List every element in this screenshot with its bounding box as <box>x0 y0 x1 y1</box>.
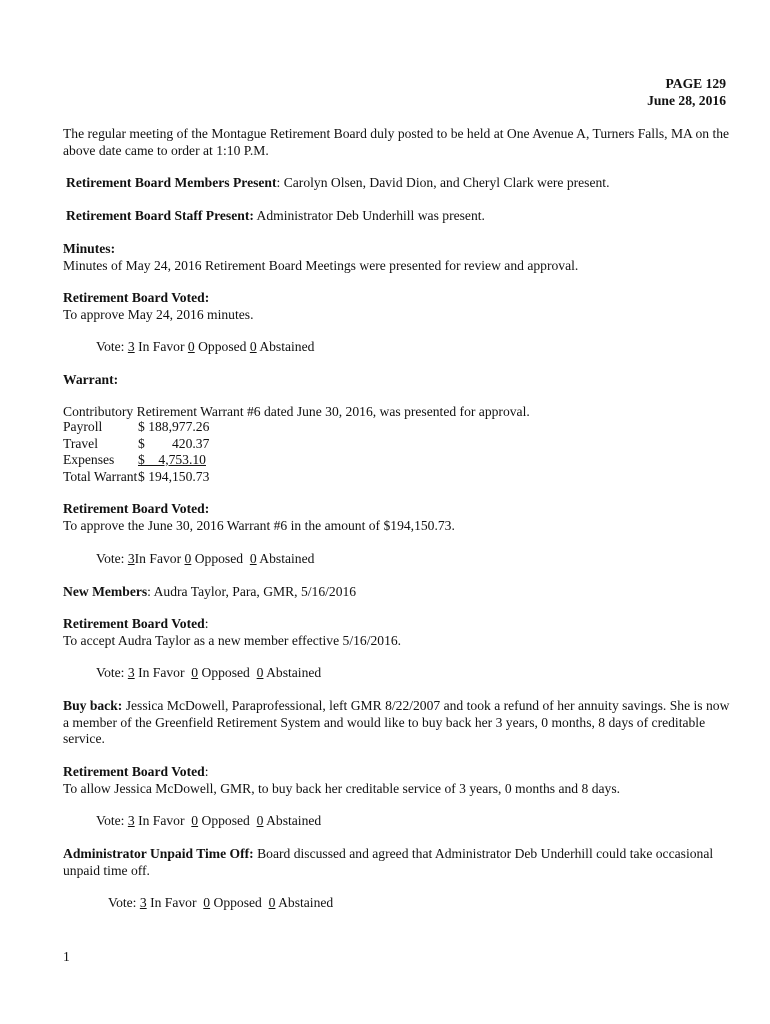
table-row <box>63 452 209 469</box>
warrant-amount: $ 420.37 <box>138 435 210 451</box>
buyback-label: Buy back: <box>63 698 123 713</box>
meeting-date: June 28, 2016 <box>647 92 726 108</box>
table-row <box>63 436 209 453</box>
vote-warrant: Vote: 3In Favor 0 Opposed 0 Abstained <box>96 551 315 566</box>
buyback-voted: Retirement Board Voted: To allow Jessica McDowell, GMR, to buy back her creditable service of 3 years, 0 months and 8 days. <box>63 764 731 797</box>
new-members <box>63 584 731 601</box>
warrant-label: Travel <box>63 435 98 451</box>
minutes-section <box>63 241 731 274</box>
warrant-amount: $ 188,977.26 <box>138 419 210 434</box>
page-header <box>647 76 726 109</box>
members-present-text: : Carolyn Olsen, David Dion, and Cheryl Clark were present. <box>276 175 610 190</box>
staff-present <box>66 208 734 225</box>
vote-opposed-count: 0 <box>184 551 192 566</box>
vote-favor-count: 3 <box>127 813 135 828</box>
warrant-voted-text: To approve the June 30, 2016 Warrant #6 in the amount of $194,150.73. <box>63 517 455 533</box>
warrant-voted-heading: Retirement Board Voted: <box>63 501 210 516</box>
warrant-text: Contributory Retirement Warrant #6 dated June 30, 2016, was presented for approval. <box>63 404 530 419</box>
staff-present-text: Administrator Deb Underhill was present. <box>253 208 485 223</box>
vote-favor-count: 3 <box>127 665 135 680</box>
staff-present-label: Retirement Board Staff Present: <box>66 208 254 223</box>
vote-opposed-count: 0 <box>191 665 199 680</box>
members-present <box>66 175 734 192</box>
page-label: PAGE 129 <box>665 76 726 91</box>
new-members-voted-text: To accept Audra Taylor as a new member effective 5/16/2016. <box>63 632 402 648</box>
vote-timeoff: Vote: 3 In Favor 0 Opposed 0 Abstained <box>108 895 334 910</box>
vote-abstained-count: 0 <box>256 813 264 828</box>
warrant-label: Total Warrant <box>63 468 138 484</box>
buyback-paragraph <box>63 698 731 748</box>
vote-favor-count: 3 <box>127 551 135 566</box>
table-row <box>63 469 209 486</box>
minutes-text: Minutes of May 24, 2016 Retirement Board Meetings were presented for review and approval. <box>63 257 579 273</box>
vote-abstained-count: 0 <box>249 339 257 354</box>
minutes-heading: Minutes: <box>63 241 116 256</box>
vote-abstained-count: 0 <box>249 551 257 566</box>
page-number: 1 <box>63 949 70 964</box>
warrant-amount: $ 194,150.73 <box>138 468 210 484</box>
vote-favor-count: 3 <box>127 339 135 354</box>
minutes-voted-text: To approve May 24, 2016 minutes. <box>63 306 254 322</box>
timeoff-text: Board discussed and agreed that Administrator Deb Underhill could take occasional unpaid time off. <box>63 846 714 878</box>
vote-new-members: Vote: 3 In Favor 0 Opposed 0 Abstained <box>96 665 322 680</box>
buyback-voted-heading: Retirement Board Voted <box>63 764 205 779</box>
vote-abstained-count: 0 <box>256 665 264 680</box>
buyback-text: Jessica McDowell, Paraprofessional, left GMR 8/22/2007 and took a refund of her annuity savings. She is now a member of the Greenfield Retirement System and would like to buy back her 3 years, 0 months, 8 days of creditable service. <box>63 698 730 746</box>
new-members-voted: Retirement Board Voted: To accept Audra Taylor as a new member effective 5/16/2016. <box>63 616 731 649</box>
buyback-voted-text: To allow Jessica McDowell, GMR, to buy back her creditable service of 3 years, 0 months and 8 days. <box>63 780 621 796</box>
warrant-amount: $ 4,753.10 <box>138 452 206 467</box>
warrant-table <box>63 419 209 485</box>
warrant-heading: Warrant: <box>63 372 119 387</box>
warrant-label: Payroll <box>63 419 103 434</box>
timeoff-paragraph <box>63 846 731 879</box>
warrant-voted <box>63 501 731 534</box>
intro-paragraph: The regular meeting of the Montague Retirement Board duly posted to be held at One Avenue A, Turners Falls, MA on the above date came to order at 1:10 P.M. <box>63 126 730 158</box>
vote-buyback: Vote: 3 In Favor 0 Opposed 0 Abstained <box>96 813 322 828</box>
new-members-label: New Members <box>63 584 148 599</box>
minutes-voted-heading: Retirement Board Voted: <box>63 290 210 305</box>
members-present-label: Retirement Board Members Present <box>66 175 277 190</box>
timeoff-label: Administrator Unpaid Time Off: <box>63 846 254 861</box>
table-row <box>63 419 209 436</box>
new-members-text: : Audra Taylor, Para, GMR, 5/16/2016 <box>147 584 357 599</box>
vote-opposed-count: 0 <box>203 895 211 910</box>
vote-opposed-count: 0 <box>191 813 199 828</box>
warrant-label: Expenses <box>63 452 115 467</box>
vote-opposed-count: 0 <box>187 339 195 354</box>
vote-favor-count: 3 <box>139 895 147 910</box>
new-members-voted-heading: Retirement Board Voted <box>63 616 205 631</box>
vote-abstained-count: 0 <box>268 895 276 910</box>
vote-minutes: Vote: 3 In Favor 0 Opposed 0 Abstained <box>96 339 315 354</box>
minutes-voted <box>63 290 731 323</box>
